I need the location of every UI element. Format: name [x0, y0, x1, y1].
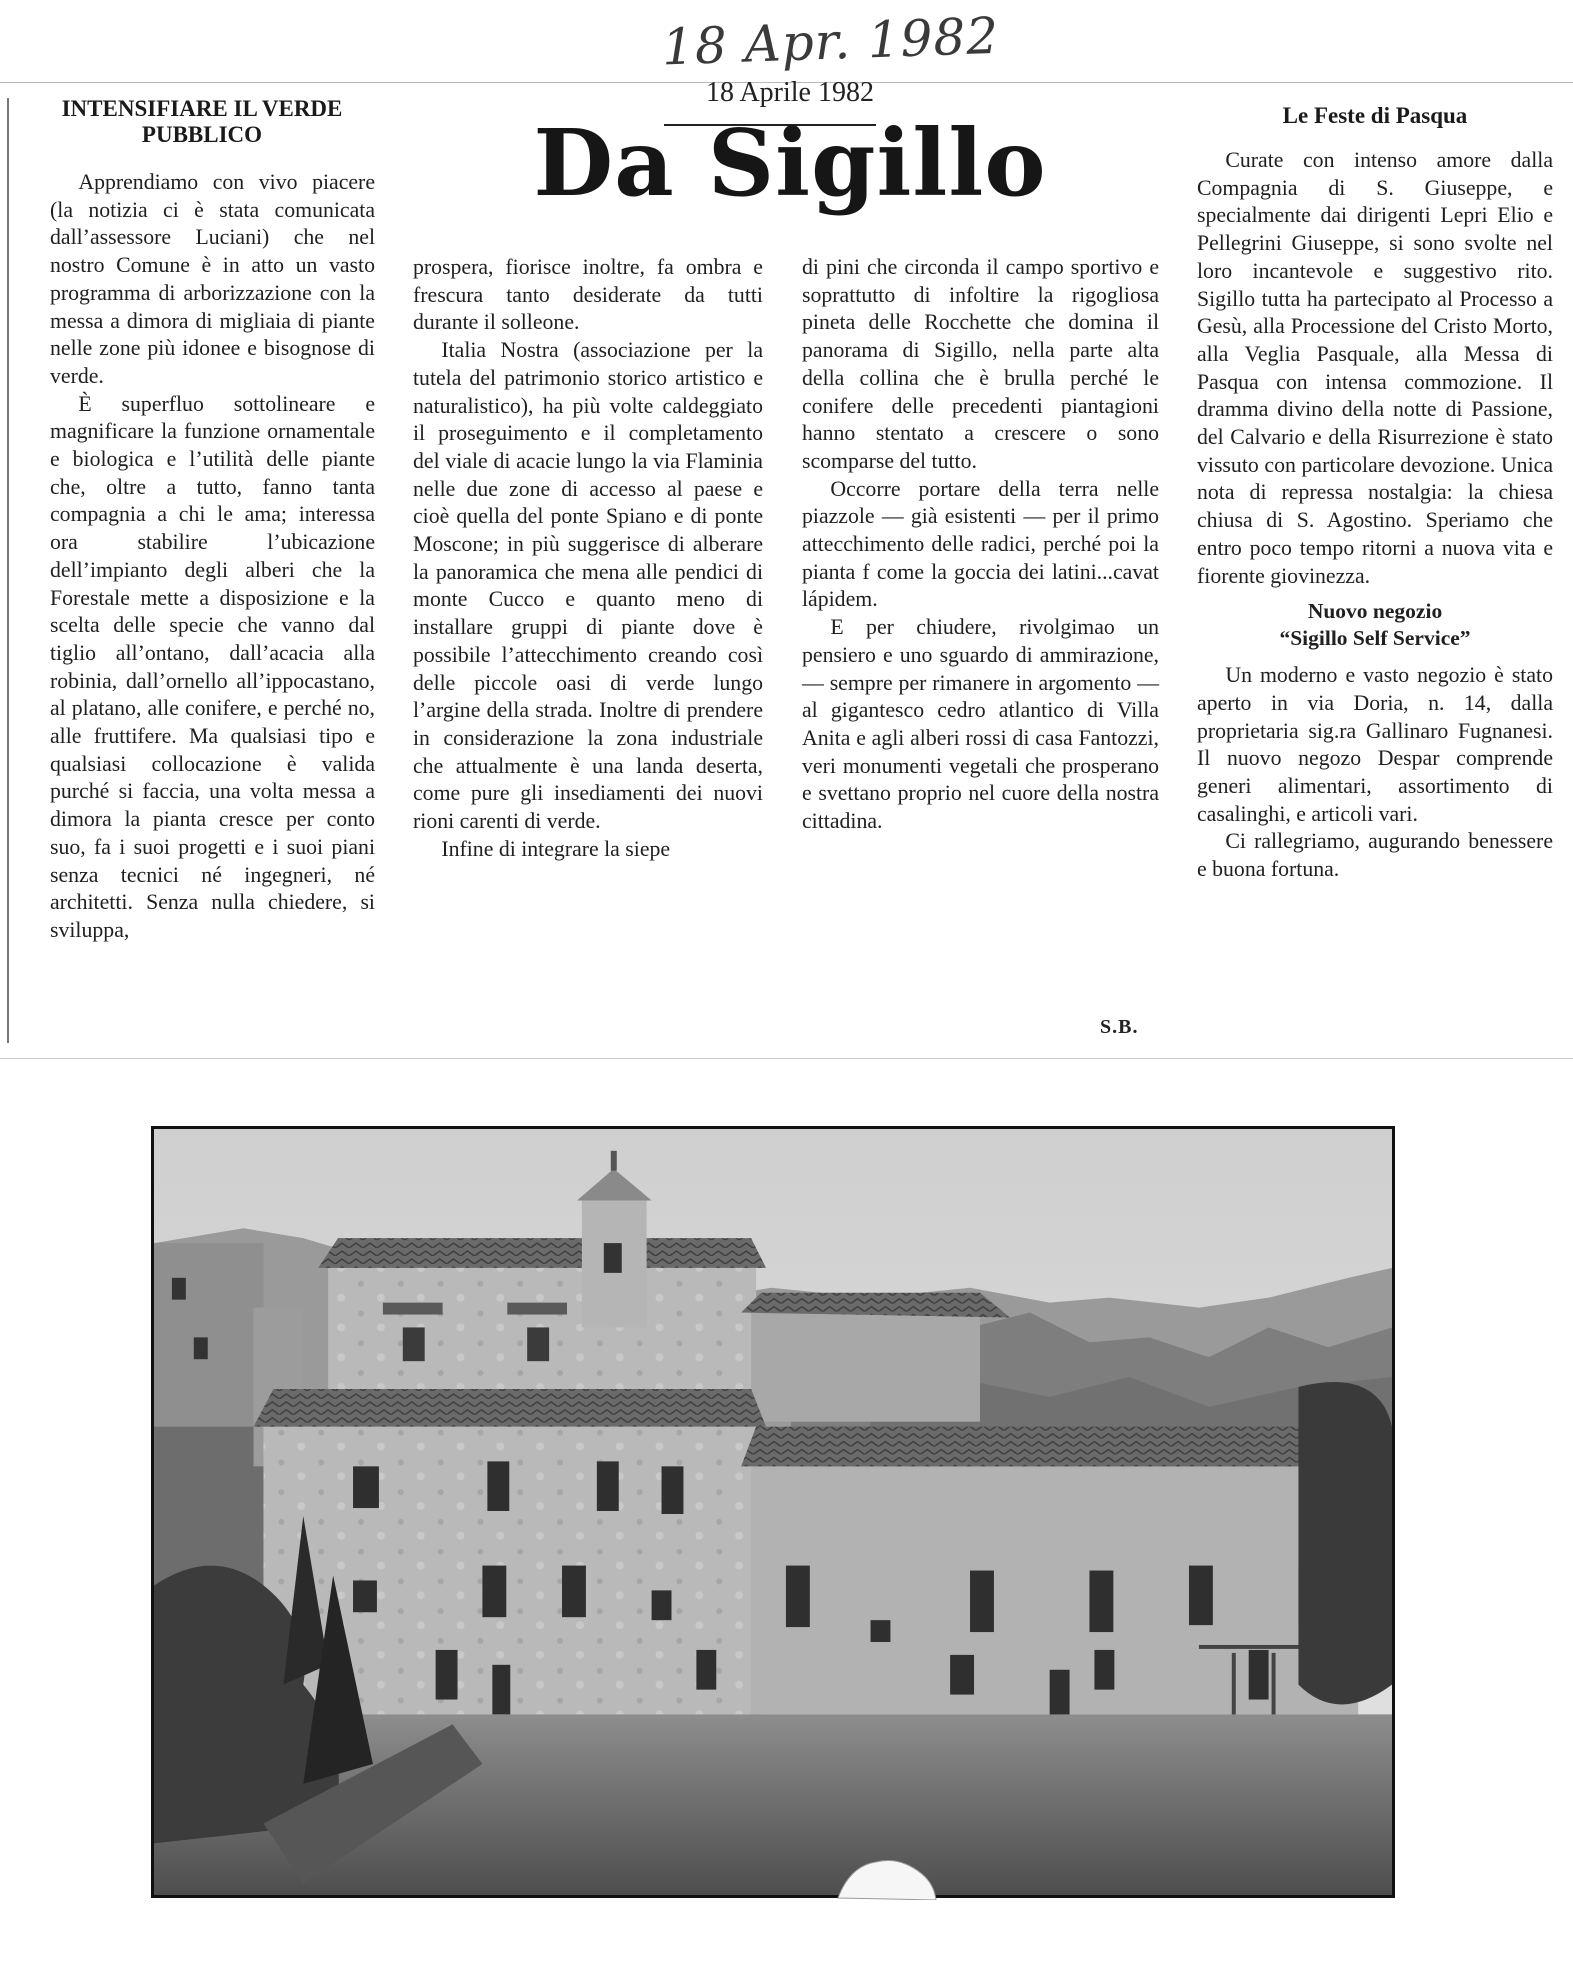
article-headline-pasqua: Le Feste di Pasqua [1282, 103, 1468, 128]
masthead-date: 18 Aprile 1982 [706, 77, 874, 108]
paragraph: Occorre portare della terra nelle piazzole — già esistenti — per il primo attecchimento delle radici, perché poi la pianta f come la goccia dei latini...cavat lápidem. [802, 476, 1159, 612]
paragraph: È superfluo sottolineare e magnificare la funzione ornamentale e biologica e l’utilità delle piante che, oltre a tutto, fanno tanta compagnia a chi le ama; interessa ora stabilire l’ubicazione dell’impianto degli alberi che la Forestale mette a disposizione e la scelta delle specie che vanno dal tiglio all’ontano, dall’acacia alla robinia, dall’ornello all’ippocastano, al platano, alle conifere, e perché no, alle fruttifere. Ma qualsiasi tipo e qualsiasi collocazione è valida purché si faccia, una volta messa a dimora la pianta cresce per conto suo, fa i suoi progetti e i suoi piani senza tecnici né ingegneri, né architetti. Senza nulla chiedere, si sviluppa, [50, 391, 375, 942]
paragraph: Un moderno e vasto negozio è stato aperto in via Doria, n. 14, dalla proprietaria sig.ra Gallinaro Fugnanesi. Il nuovo negozo Despar comprende generi alimentari, assortimento di casalinghi, e articoli vari. [1197, 663, 1553, 826]
article-column-1 [50, 169, 375, 945]
headline-line: “Sigillo Self Service” [1279, 626, 1471, 651]
paragraph: Curate con intenso amore dalla Compagnia di S. Giuseppe, e specialmente dai dirigenti Lepri Elio e Pellegrini Giuseppe, si sono svolte nel loro incantevole e suggestivo rito. Sigillo tutta ha partecipato al Processo a Gesù, alla Processione del Cristo Morto, alla Veglia Pasquale, alla Messa di Pasqua con intensa commozione. Il dramma divino della notte di Passione, del Calvario e della Risurrezione è stato vissuto con particolare devozione. Unica nota di repressa nostalgia: la chiesa chiusa di S. Agostino. Speriamo che entro poco tempo ritorni a nuova vita e fiorente giovinezza. [1197, 148, 1553, 588]
paragraph: di pini che circonda il campo sportivo e soprattutto di infoltire la rigogliosa pineta delle Rocchette che domina il panorama di Sigillo, nella parte alta della collina che è brulla perché le conifere delle precedenti piantagioni hanno stentato a crescere o sono scomparse del tutto. [802, 255, 1159, 473]
handwritten-date: 18 Apr. 1982 [661, 6, 1000, 77]
author-signature: S.B. [1100, 1016, 1139, 1038]
paragraph: Ci rallegriamo, augurando benessere e buona fortuna. [1197, 829, 1553, 882]
paragraph: Infine di integrare la siepe [441, 836, 671, 861]
photograph-convent [151, 1126, 1395, 1898]
paragraph: prospera, fiorisce inoltre, fa ombra e frescura tanto desiderate da tutti durante il solleone. [413, 255, 763, 335]
article-column-4 [1197, 147, 1553, 884]
paragraph: E per chiudere, rivolgimao un pensiero e uno sguardo di ammirazione, — sempre per rimanere in argomento — al gigantesco cedro atlantico di Villa Anita e agli alberi rossi di casa Fantozzi, veri monumenti vegetali che prosperano e svettano proprio nel cuore della nostra cittadina. [802, 615, 1159, 834]
clipping-left-edge [7, 98, 9, 1043]
masthead-title: Da Sigillo [533, 109, 1047, 217]
article-headline-negozio [1197, 598, 1553, 652]
article-column-3 [802, 254, 1159, 836]
article-column-2 [413, 254, 763, 863]
clipping-bottom-edge [0, 1058, 1573, 1059]
article-headline-verde: INTENSIFIARE IL VERDE PUBBLICO [61, 96, 343, 147]
paragraph: Apprendiamo con vivo piacere (la notizia ci è stata comunicata dall’assessore Luciani) che nel nostro Comune è in atto un vasto programma di arborizzazione con la messa a dimora di migliaia di piante nelle zone più idonee e bisognose di verde. [50, 170, 375, 388]
photograph-drawing [154, 1129, 1392, 1895]
paragraph: Italia Nostra (associazione per la tutela del patrimonio storico artistico e naturalistico), ha più volte caldeggiato il proseguimento e il completamento del viale di acacie lungo la via Flaminia nelle due zone di accesso al paese e cioè quella del ponte Spiano e di ponte Moscone; in più suggerisce di alberare la panoramica che mena alle pendici di monte Cucco e quanto meno di installare gruppi di piante dove è possibile l’attecchimento creando così delle piccole oasi di verde lungo l’argine della strada. Inoltre di prendere in considerazione la zona industriale che attualmente è una landa deserta, come pure gli insediamenti dei nuovi rioni carenti di verde. [413, 338, 763, 834]
headline-line: Nuovo negozio [1307, 599, 1443, 624]
photo-torn-corner [830, 1848, 940, 1900]
